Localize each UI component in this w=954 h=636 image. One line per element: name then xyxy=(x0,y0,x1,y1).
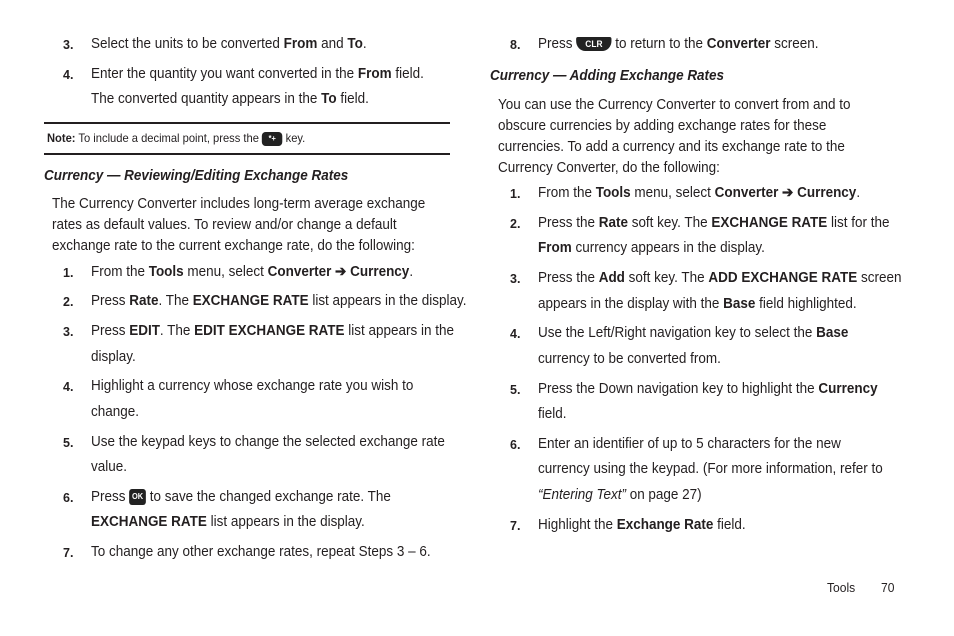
section-heading: Currency — Reviewing/Editing Exchange Rates xyxy=(44,168,349,184)
step-text-continued: “Entering Text” on page 27) xyxy=(538,487,702,503)
step-text: Highlight the Exchange Rate field. xyxy=(538,517,746,533)
step-number: 6. xyxy=(63,491,74,505)
step-number: 5. xyxy=(510,383,521,397)
step-text: Enter the quantity you want converted in the From field. xyxy=(91,66,424,82)
step-number: 3. xyxy=(63,325,74,339)
ok-key-icon: OK xyxy=(129,489,146,505)
footer-section-name: Tools xyxy=(827,580,856,595)
step-text-continued: EXCHANGE RATE list appears in the display. xyxy=(91,514,365,530)
intro-line: rates as default values. To review and/or change a default xyxy=(52,217,397,233)
step-number: 3. xyxy=(510,272,521,286)
intro-line: The Currency Converter includes long-term average exchange xyxy=(52,196,426,212)
step-text-continued: currency using the keypad. (For more information, refer to xyxy=(538,461,883,477)
step-number: 6. xyxy=(510,438,521,452)
step-text: Press EDIT. The EDIT EXCHANGE RATE list appears in the xyxy=(91,323,454,339)
step-number: 8. xyxy=(510,38,521,52)
step-text: To change any other exchange rates, repeat Steps 3 – 6. xyxy=(91,544,431,560)
step-text: Highlight a currency whose exchange rate you wish to xyxy=(91,378,414,394)
step-text-continued: field. xyxy=(538,406,567,422)
step-text: From the Tools menu, select Converter ➔ Currency. xyxy=(538,185,861,201)
step-text-continued: From currency appears in the display. xyxy=(538,240,765,256)
step-text-continued: appears in the display with the Base field highlighted. xyxy=(538,296,857,312)
step-text: Press CLR to return to the Converter screen. xyxy=(538,36,819,52)
step-text: Use the Left/Right navigation key to select the Base xyxy=(538,325,849,341)
step-number: 5. xyxy=(63,436,74,450)
page-number: 70 xyxy=(881,580,895,595)
intro-line: obscure currencies by adding exchange rates for these xyxy=(498,118,827,134)
step-text: Press the Rate soft key. The EXCHANGE RATE list for the xyxy=(538,215,890,231)
step-text-continued: value. xyxy=(91,459,127,475)
note-bottom-rule xyxy=(44,153,450,155)
step-text: From the Tools menu, select Converter ➔ Currency. xyxy=(91,264,414,280)
step-text: Press Rate. The EXCHANGE RATE list appears in the display. xyxy=(91,293,467,309)
step-number: 1. xyxy=(510,187,521,201)
step-text: Enter an identifier of up to 5 characters for the new xyxy=(538,436,841,452)
intro-line: exchange rate to the current exchange rate, do the following: xyxy=(52,238,415,254)
intro-line: Currency Converter, do the following: xyxy=(498,160,720,176)
section-heading: Currency — Adding Exchange Rates xyxy=(490,68,725,84)
step-number: 4. xyxy=(510,327,521,341)
intro-line: You can use the Currency Converter to convert from and to xyxy=(498,97,851,113)
step-number: 2. xyxy=(63,295,74,309)
note-top-rule xyxy=(44,122,450,124)
step-number: 4. xyxy=(63,68,74,82)
step-text: Select the units to be converted From and To. xyxy=(91,36,367,52)
clr-key-icon: CLR xyxy=(576,37,611,51)
step-number: 7. xyxy=(63,546,74,560)
step-number: 7. xyxy=(510,519,521,533)
step-text: Press OK to save the changed exchange rate. The xyxy=(91,489,391,505)
step-number: 3. xyxy=(63,38,74,52)
step-text-continued: change. xyxy=(91,404,139,420)
step-number: 1. xyxy=(63,266,74,280)
note: Note: To include a decimal point, press the *+ key. xyxy=(47,131,306,145)
step-text-continued: The converted quantity appears in the To field. xyxy=(91,91,369,107)
step-text: Press the Add soft key. The ADD EXCHANGE RATE screen xyxy=(538,270,902,286)
step-text-continued: currency to be converted from. xyxy=(538,351,721,367)
cross-reference-link[interactable]: “Entering Text” xyxy=(538,487,626,503)
star-key-icon: *+ xyxy=(262,132,282,146)
step-number: 2. xyxy=(510,217,521,231)
step-text: Use the keypad keys to change the selected exchange rate xyxy=(91,434,445,450)
step-text: Press the Down navigation key to highlight the Currency xyxy=(538,381,878,397)
intro-line: currencies. To add a currency and its exchange rate to the xyxy=(498,139,845,155)
step-text-continued: display. xyxy=(91,349,136,365)
step-number: 4. xyxy=(63,380,74,394)
